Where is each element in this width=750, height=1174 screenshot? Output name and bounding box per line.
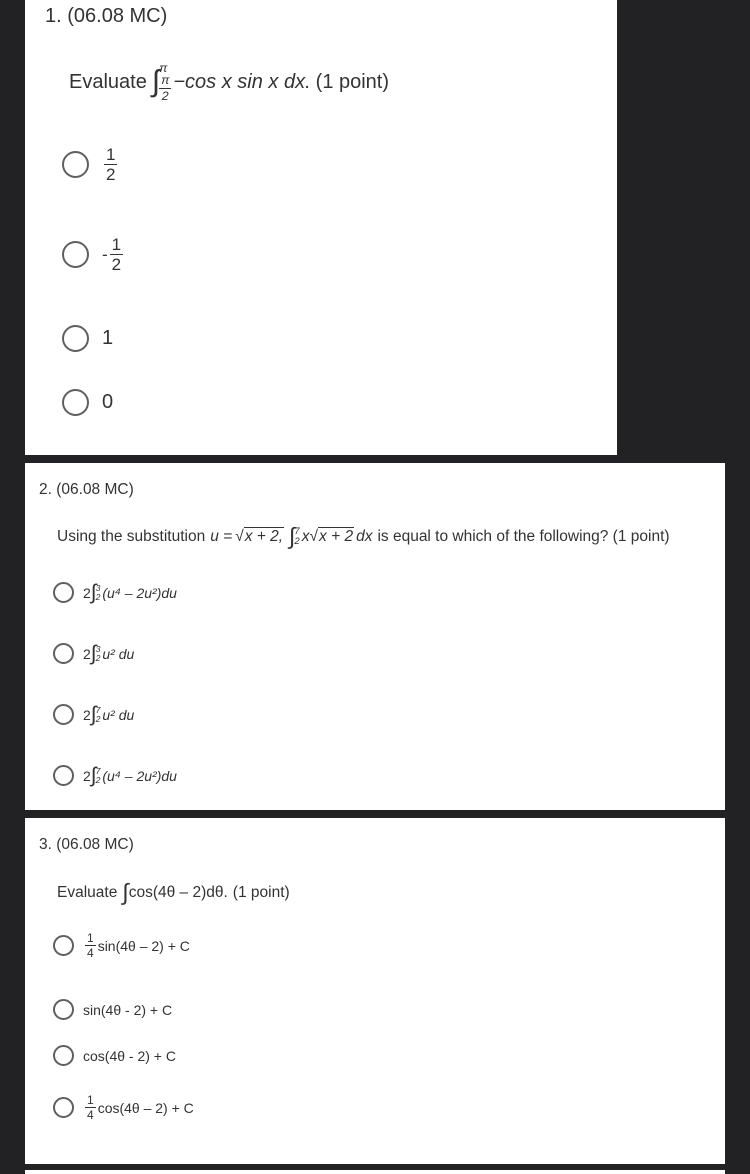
radio-button[interactable]: [53, 704, 74, 725]
radio-button[interactable]: [62, 241, 89, 268]
radio-button[interactable]: [53, 935, 74, 956]
points-label: (1 point): [232, 883, 290, 901]
definite-integral: ∫ π $\frac{\pi}{2}$: [151, 61, 170, 103]
integrand: cos(4θ – 2)dθ.: [128, 883, 228, 901]
q3-option-b[interactable]: [53, 999, 172, 1020]
q1-option-d[interactable]: [62, 389, 113, 416]
lower-limit-denominator: 2: [161, 88, 169, 103]
integrand-radicand: x + 2: [319, 528, 354, 546]
question-3-prompt: [57, 881, 290, 904]
prompt-lead: Evaluate: [69, 70, 147, 93]
option-text: 0: [102, 391, 114, 413]
question-2-prompt: Using the substitution u = √ x + 2, ∫ 7 2 x √ x + 2 dx is equal to which of the following? (1 point): [57, 523, 670, 549]
q3-option-d[interactable]: [53, 1094, 194, 1121]
fraction: 1 2: [111, 235, 122, 274]
points-label: (1 point): [315, 70, 390, 93]
option-text: cos(4θ - 2) + C: [83, 1047, 176, 1064]
integrand: −cos x sin x dx.: [173, 70, 311, 93]
lower-limit-numerator: π: [161, 73, 170, 88]
minus-sign: -: [102, 244, 108, 264]
q2-option-b[interactable]: 2 ∫ 3 2 u² du: [53, 643, 134, 664]
prompt-lead: Using the substitution: [57, 527, 206, 545]
question-1-prompt: [69, 62, 389, 102]
option-text: u² du: [102, 645, 135, 662]
radio-button[interactable]: [62, 389, 89, 416]
radio-button[interactable]: [53, 582, 74, 603]
q2-option-d[interactable]: 2 ∫ 7 2 (u⁴ – 2u²)du: [53, 765, 177, 786]
q2-option-a[interactable]: 2 ∫ 3 2 (u⁴ – 2u²)du: [53, 582, 177, 603]
prompt-lead: Evaluate: [57, 883, 118, 901]
next-card-edge: [25, 1170, 725, 1174]
question-1-header: 1. (06.08 MC): [45, 5, 168, 27]
radio-button[interactable]: [53, 1097, 74, 1118]
q1-option-a[interactable]: [62, 146, 119, 183]
question-2-card: [25, 463, 725, 810]
radio-button[interactable]: [53, 999, 74, 1020]
q2-option-c[interactable]: 2 ∫ 7 2 u² du: [53, 704, 134, 725]
radio-button[interactable]: [53, 765, 74, 786]
option-text: (u⁴ – 2u²)du: [102, 767, 177, 784]
radio-button[interactable]: [53, 1045, 74, 1066]
substitution-radicand: x + 2,: [244, 528, 284, 546]
question-2-header: 2. (06.08 MC): [39, 481, 134, 498]
radio-button[interactable]: [53, 643, 74, 664]
integral-upper-limit: π: [159, 61, 168, 75]
definite-integral: ∫ 7 2: [289, 523, 300, 549]
fraction: 1 4: [87, 1093, 94, 1122]
fraction: 1 4: [87, 931, 94, 960]
question-3-header: 3. (06.08 MC): [39, 836, 134, 853]
question-1-card: [25, 0, 617, 455]
prompt-tail: is equal to which of the following? (1 point): [377, 527, 670, 545]
option-text: sin(4θ – 2) + C: [97, 937, 190, 954]
radio-button[interactable]: [62, 151, 89, 178]
radio-button[interactable]: [62, 325, 89, 352]
q3-option-a[interactable]: [53, 932, 190, 959]
fraction: 1 2: [106, 145, 116, 184]
option-text: 1: [102, 327, 114, 349]
integral-sign: ∫: [122, 879, 129, 905]
option-text: cos(4θ – 2) + C: [97, 1099, 194, 1116]
q3-option-c[interactable]: [53, 1045, 176, 1066]
substitution-var: u =: [210, 527, 233, 545]
option-text: (u⁴ – 2u²)du: [102, 584, 177, 601]
option-text: sin(4θ - 2) + C: [83, 1001, 173, 1018]
q1-option-c[interactable]: [62, 325, 113, 352]
option-text: u² du: [102, 706, 135, 723]
question-3-card: [25, 818, 725, 1164]
q1-option-b[interactable]: [62, 236, 125, 273]
